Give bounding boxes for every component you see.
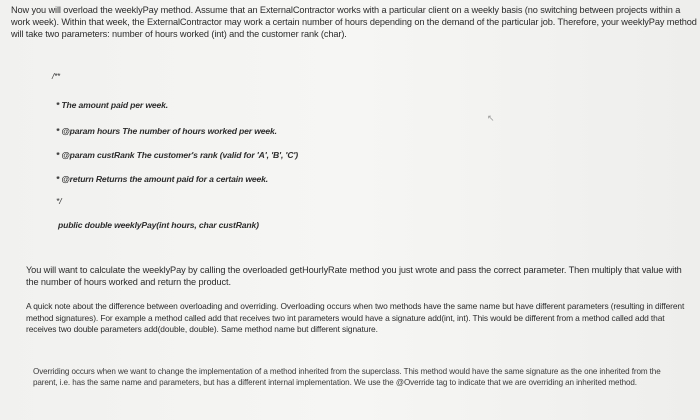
method-signature: public double weeklyPay(int hours, char custRank)	[58, 220, 259, 230]
overriding-paragraph: Overriding occurs when we want to change the implementation of a method inherited from the superclass. This method would have the same signature as the one inherited from the parent, i.e. has the same name and parameters, but has a different internal implementation. We use the @Override tag to indicate that we are overriding an inherited method.	[33, 367, 661, 387]
javadoc-close: */	[56, 196, 62, 206]
calculation-paragraph: You will want to calculate the weeklyPay by calling the overloaded getHourlyRate method you just wrote and pass the correct parameter. Then multiply that value with the number of hours worked and return the product.	[26, 265, 682, 287]
intro-paragraph: Now you will overload the weeklyPay method. Assume that an ExternalContractor works with a particular client on a weekly basis (no switching between projects within a work week). Within that week, the ExternalContractor may work a certain number of hours depending on the demand of the particular job. Therefore, your weeklyPay method will take two parameters: number of hours worked (int) and the customer rank (char).	[11, 5, 697, 39]
javadoc-param-custrank: * @param custRank The customer's rank (valid for 'A', 'B', 'C')	[56, 150, 298, 160]
javadoc-description: * The amount paid per week.	[56, 100, 168, 110]
overloading-note-paragraph: A quick note about the difference between overloading and overriding. Overloading occurs when two methods have the same name but have different parameters (resulting in different method signatures). For example a method called add that receives two int parameters would have a signature add(int, int). This would be different from a method called add that receives two double parameters add(double, double). Same method name but different signature.	[26, 301, 685, 334]
mouse-cursor-icon: ↖	[487, 113, 495, 123]
javadoc-param-hours: * @param hours The number of hours worked per week.	[56, 126, 277, 136]
javadoc-open: /**	[52, 72, 60, 81]
javadoc-return: * @return Returns the amount paid for a certain week.	[56, 174, 268, 184]
